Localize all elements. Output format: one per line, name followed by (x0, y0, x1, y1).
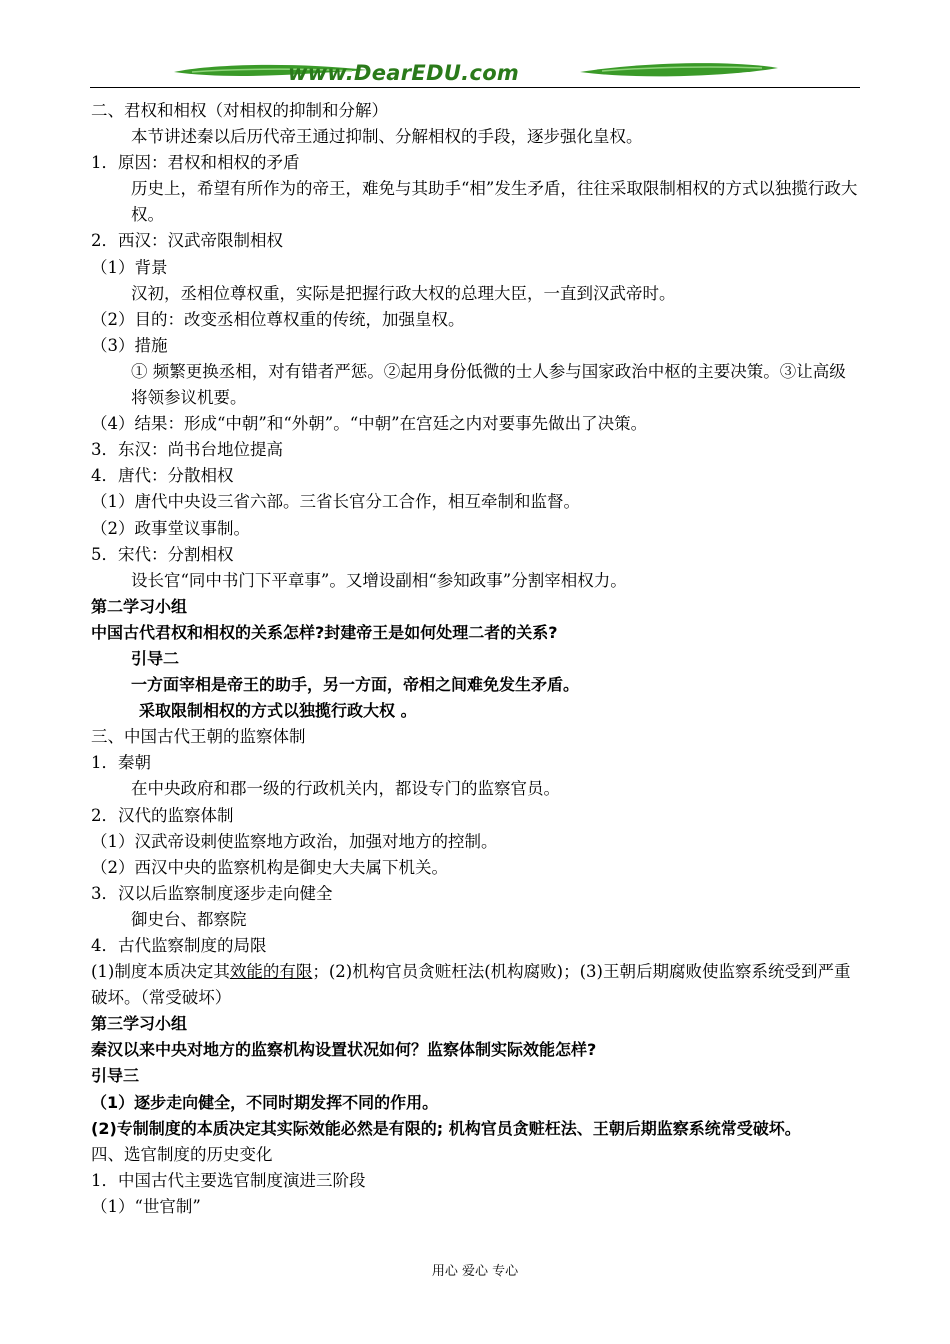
guide-answer: 一方面宰相是帝王的助手，另一方面，帝相之间难免发生矛盾。 (131, 675, 580, 695)
sub-item: （1）背景 (91, 257, 168, 277)
group-question: 中国古代君权和相权的关系怎样?封建帝王是如何处理二者的关系? (91, 622, 558, 642)
sub-item: （1）汉武帝设刺使监察地方政治，加强对地方的控制。 (91, 831, 498, 851)
page-header (90, 58, 860, 90)
underlined-text: 效能的有限 (229, 962, 313, 982)
section-heading: 二、君权和相权（对相权的抑制和分解） (91, 101, 388, 120)
page-footer: 用心 爱心 专心 (431, 1264, 519, 1279)
paragraph: 在中央政府和郡一级的行政机关内，都设专门的监察官员。 (131, 779, 560, 799)
sub-item: （2）目的：改变丞相位尊权重的传统，加强皇权。 (91, 309, 465, 329)
item-heading: 1．原因：君权和相权的矛盾 (91, 153, 300, 173)
header-divider (90, 87, 860, 88)
text-run: (1)制度本质决定其 (91, 962, 230, 982)
text-run: ；(2)机构官员贪赃枉法(机构腐败)；(3)王朝后期腐败使监察系统受到严重破坏。（常受破坏） (91, 962, 851, 1008)
item-heading: 3．东汉：尚书台地位提高 (91, 440, 283, 460)
document-body (91, 98, 861, 1220)
paragraph: 汉初，丞相位尊权重，实际是把握行政大权的总理大臣，一直到汉武帝时。 (131, 283, 676, 303)
item-heading: 4．唐代：分散相权 (91, 466, 234, 486)
item-heading: 1．中国古代主要选官制度演进三阶段 (91, 1170, 366, 1190)
sub-item: （4）结果：形成“中朝”和“外朝”。“中朝”在宫廷之内对要事先做出了决策。 (91, 414, 648, 434)
paragraph: 本节讲述秦以后历代帝王通过抑制、分解相权的手段，逐步强化皇权。 (131, 127, 643, 147)
sub-item: （2）政事堂议事制。 (91, 518, 250, 538)
group-question: 秦汉以来中央对地方的监察机构设置状况如何？监察体制实际效能怎样? (91, 1040, 597, 1060)
paragraph: ① 频繁更换丞相，对有错者严惩。②起用身份低微的士人参与国家政治中枢的主要决策。③让高级将领参议机要。 (131, 361, 846, 408)
guide-answer: (2)专制制度的本质决定其实际效能必然是有限的; 机构官员贪赃枉法、王朝后期监察系统常受破坏。 (91, 1118, 801, 1138)
paragraph (91, 959, 861, 1011)
sub-item: （1）唐代中央设三省六部。三省长官分工合作，相互牵制和监督。 (91, 492, 580, 512)
section-heading: 三、中国古代王朝的监察体制 (91, 727, 306, 747)
group-heading: 第三学习小组 (91, 1014, 188, 1034)
item-heading: 2．汉代的监察体制 (91, 805, 234, 825)
group-heading: 第二学习小组 (91, 596, 188, 616)
guide-answer: 采取限制相权的方式以独揽行政大权 。 (139, 701, 417, 721)
sub-item: （1）“世官制” (91, 1196, 201, 1216)
item-heading: 2．西汉：汉武帝限制相权 (91, 231, 283, 251)
logo-text: www.DearEDU.com (288, 61, 520, 85)
item-heading: 4．古代监察制度的局限 (91, 936, 267, 955)
paragraph: 历史上，希望有所作为的帝王，难免与其助手“相”发生矛盾，往往采取限制相权的方式以独揽行政大权。 (131, 179, 858, 225)
item-heading: 3．汉以后监察制度逐步走向健全 (91, 883, 333, 903)
guide-heading: 引导三 (91, 1066, 140, 1086)
sub-item: （2）西汉中央的监察机构是御史大夫属下机关。 (91, 857, 448, 877)
item-heading: 5．宋代：分割相权 (91, 544, 234, 564)
paragraph: 御史台、都察院 (131, 909, 247, 929)
sub-item: （3）措施 (91, 335, 168, 355)
paragraph: 设长官“同中书门下平章事”。又增设副相“参知政事”分割宰相权力。 (131, 570, 627, 590)
guide-heading: 引导二 (131, 648, 180, 668)
item-heading: 1．秦朝 (91, 753, 151, 773)
guide-answer: （1）逐步走向健全，不同时期发挥不同的作用。 (91, 1092, 439, 1112)
section-heading: 四、选官制度的历史变化 (91, 1144, 273, 1164)
